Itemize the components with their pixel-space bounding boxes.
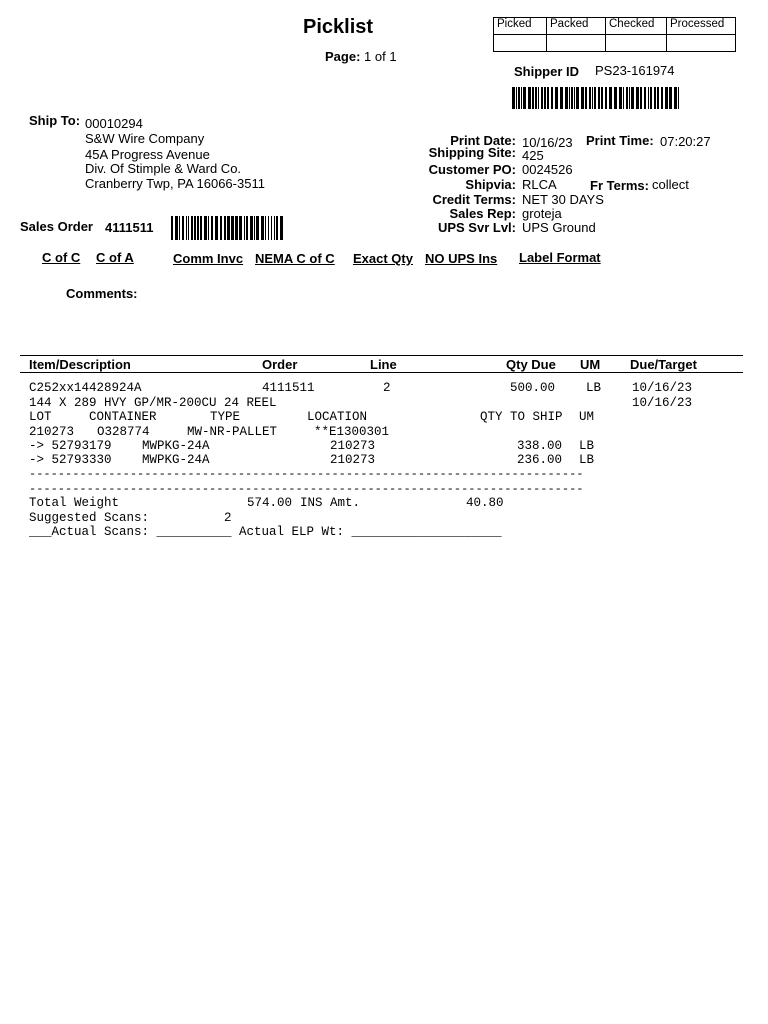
barcode-bar	[204, 216, 207, 240]
barcode-bar	[551, 87, 553, 109]
container-location: 210273	[330, 439, 376, 453]
shipper-barcode	[512, 87, 682, 109]
table-top-rule	[20, 355, 743, 356]
barcode-bar	[569, 87, 570, 109]
flag-c-of-a: C of A	[96, 250, 134, 265]
barcode-bar	[239, 216, 242, 240]
container-type: MWPKG-24A	[142, 439, 210, 453]
barcode-bar	[538, 87, 539, 109]
status-packed-box	[547, 35, 606, 52]
barcode-bar	[191, 216, 193, 240]
barcode-bar	[512, 87, 515, 109]
col-header-um: UM	[580, 357, 601, 372]
flag-no-ups-ins: NO UPS Ins	[425, 251, 498, 266]
print-time-label: Print Time:	[586, 133, 654, 148]
barcode-bar	[518, 87, 520, 109]
dash-separator: -----------------------------------------------------------------------------	[29, 467, 584, 481]
container-qty: 236.00	[517, 453, 563, 467]
col-header-line: Line	[370, 357, 397, 372]
sales-rep-value: groteja	[522, 206, 562, 221]
barcode-bar	[640, 87, 642, 109]
barcode-bar	[598, 87, 600, 109]
barcode-bar	[669, 87, 672, 109]
barcode-bar	[532, 87, 534, 109]
barcode-bar	[254, 216, 255, 240]
page-indicator	[325, 49, 397, 64]
ins-amt-value: 40.80	[466, 496, 504, 510]
lot-container: O328774	[97, 425, 150, 439]
barcode-bar	[636, 87, 639, 109]
ship-to-line: S&W Wire Company	[85, 131, 205, 146]
barcode-bar	[175, 216, 178, 240]
sales-order-barcode	[171, 216, 284, 240]
barcode-bar	[261, 216, 264, 240]
ups-svr-value: UPS Ground	[522, 220, 596, 235]
barcode-bar	[609, 87, 612, 109]
total-weight-label: Total Weight	[29, 496, 120, 510]
status-picked-label: Picked	[494, 18, 547, 35]
sales-order-label: Sales Order	[20, 219, 93, 234]
lot-col-lot: LOT	[29, 410, 52, 424]
lot-number: 210273	[29, 425, 75, 439]
barcode-bar	[657, 87, 659, 109]
item-code: C252xx14428924A	[29, 381, 142, 395]
item-line: 2	[383, 381, 391, 395]
credit-terms-label: Credit Terms:	[432, 192, 516, 207]
barcode-bar	[601, 87, 603, 109]
status-checked-label: Checked	[606, 18, 667, 35]
table-header-rule	[20, 372, 743, 373]
barcode-bar	[211, 216, 213, 240]
barcode-bar	[521, 87, 522, 109]
barcode-bar	[197, 216, 199, 240]
barcode-bar	[208, 216, 209, 240]
container-um: LB	[579, 453, 595, 467]
container-id: -> 52793330	[29, 453, 112, 467]
lot-col-qty-to-ship: QTY TO SHIP	[480, 410, 563, 424]
print-date-value: 10/16/23	[522, 135, 573, 150]
barcode-bar	[250, 216, 253, 240]
flag-c-of-c: C of C	[42, 250, 81, 265]
customer-po-label: Customer PO:	[428, 162, 516, 177]
status-checked-box	[606, 35, 667, 52]
barcode-bar	[271, 216, 272, 240]
barcode-bar	[631, 87, 634, 109]
ship-to-line: Cranberry Twp, PA 16066-3511	[85, 176, 265, 191]
barcode-bar	[246, 216, 248, 240]
status-grid	[493, 17, 736, 52]
lot-col-location: LOCATION	[307, 410, 368, 424]
status-processed-box	[667, 35, 736, 52]
item-qty-due: 500.00	[510, 381, 556, 395]
barcode-bar	[623, 87, 624, 109]
ups-svr-label: UPS Svr Lvl:	[437, 220, 516, 235]
barcode-bar	[256, 216, 259, 240]
barcode-bar	[585, 87, 587, 109]
ship-to-label: Ship To:	[29, 113, 81, 128]
barcode-bar	[265, 216, 266, 240]
lot-type: MW-NR-PALLET	[187, 425, 278, 439]
barcode-bar	[516, 87, 517, 109]
credit-terms-value: NET 30 DAYS	[522, 192, 604, 207]
barcode-bar	[541, 87, 543, 109]
container-type: MWPKG-24A	[142, 453, 210, 467]
flag-exact-qty: Exact Qty	[353, 251, 413, 266]
item-description: 144 X 289 HVY GP/MR-200CU 24 REEL	[29, 396, 277, 410]
container-location: 210273	[330, 453, 376, 467]
barcode-bar	[547, 87, 549, 109]
flag-nema-c-of-c: NEMA C of C	[255, 251, 335, 266]
page-label: Page:	[325, 49, 361, 64]
col-header-order: Order	[262, 357, 298, 372]
col-header-due-target: Due/Target	[630, 357, 697, 372]
barcode-bar	[280, 216, 283, 240]
customer-po-value: 0024526	[522, 162, 573, 177]
barcode-bar	[555, 87, 558, 109]
suggested-scans-value: 2	[224, 511, 232, 525]
barcode-bar	[592, 87, 593, 109]
ship-to-line: 45A Progress Avenue	[85, 147, 210, 162]
container-um: LB	[579, 439, 595, 453]
barcode-bar	[648, 87, 649, 109]
page-value: 1 of 1	[364, 49, 397, 64]
barcode-bar	[528, 87, 531, 109]
barcode-bar	[626, 87, 628, 109]
barcode-bar	[571, 87, 573, 109]
item-target-date: 10/16/23	[632, 396, 693, 410]
sales-order-value: 4111511	[105, 220, 154, 235]
page-title: Picklist	[303, 16, 374, 38]
container-qty: 338.00	[517, 439, 563, 453]
print-date-label: Print Date:	[450, 133, 516, 148]
shipping-site-value: 425	[522, 148, 544, 163]
barcode-bar	[665, 87, 668, 109]
barcode-bar	[244, 216, 245, 240]
barcode-bar	[589, 87, 591, 109]
barcode-bar	[581, 87, 584, 109]
item-um: LB	[586, 381, 602, 395]
barcode-bar	[576, 87, 579, 109]
ship-to-line: Div. Of Stimple & Ward Co.	[85, 161, 242, 176]
suggested-scans-label: Suggested Scans:	[29, 511, 150, 525]
fr-terms-value: collect	[652, 177, 689, 192]
shipper-id-value: PS23-161974	[595, 63, 675, 78]
barcode-bar	[674, 87, 677, 109]
barcode-bar	[560, 87, 563, 109]
shipper-id-label: Shipper ID	[514, 64, 580, 79]
flag-comm-invc: Comm Invc	[173, 251, 244, 266]
total-weight-value: 574.00	[247, 496, 293, 510]
barcode-bar	[661, 87, 663, 109]
actual-scans-line: ___Actual Scans: __________ Actual ELP Wt: ____________________	[29, 525, 502, 539]
barcode-bar	[565, 87, 568, 109]
barcode-bar	[194, 216, 196, 240]
barcode-bar	[200, 216, 202, 240]
barcode-bar	[594, 87, 596, 109]
ship-to-line: 00010294	[85, 116, 143, 131]
barcode-bar	[220, 216, 222, 240]
shipping-site-label: Shipping Site:	[428, 145, 516, 160]
status-processed-label: Processed	[667, 18, 736, 35]
barcode-bar	[227, 216, 230, 240]
barcode-bar	[179, 216, 180, 240]
barcode-bar	[574, 87, 575, 109]
barcode-bar	[231, 216, 234, 240]
status-packed-label: Packed	[547, 18, 606, 35]
comments-label: Comments:	[66, 286, 138, 301]
barcode-bar	[268, 216, 269, 240]
barcode-bar	[678, 87, 679, 109]
lot-col-um: UM	[579, 410, 595, 424]
barcode-bar	[215, 216, 218, 240]
col-header-qty-due: Qty Due	[506, 357, 556, 372]
barcode-bar	[619, 87, 622, 109]
lot-location: **E1300301	[314, 425, 390, 439]
ins-amt-label: INS Amt.	[300, 496, 361, 510]
print-time-value: 07:20:27	[660, 134, 711, 149]
barcode-bar	[523, 87, 526, 109]
barcode-bar	[171, 216, 173, 240]
lot-col-type: TYPE	[210, 410, 241, 424]
shipvia-value: RLCA	[522, 177, 557, 192]
sales-rep-label: Sales Rep:	[449, 206, 516, 221]
barcode-bar	[274, 216, 275, 240]
barcode-bar	[654, 87, 656, 109]
barcode-bar	[614, 87, 617, 109]
barcode-bar	[182, 216, 184, 240]
barcode-bar	[188, 216, 189, 240]
dash-separator: -----------------------------------------------------------------------------	[29, 482, 584, 496]
barcode-bar	[544, 87, 546, 109]
item-order: 4111511	[262, 381, 315, 395]
fr-terms-label: Fr Terms:	[590, 178, 649, 193]
shipvia-label: Shipvia:	[465, 177, 516, 192]
lot-col-container: CONTAINER	[89, 410, 157, 424]
barcode-bar	[235, 216, 238, 240]
status-picked-box	[494, 35, 547, 52]
col-header-item: Item/Description	[29, 357, 131, 372]
barcode-bar	[629, 87, 630, 109]
container-id: -> 52793179	[29, 439, 112, 453]
barcode-bar	[605, 87, 607, 109]
flag-label-format: Label Format	[519, 250, 601, 265]
barcode-bar	[535, 87, 537, 109]
barcode-bar	[224, 216, 226, 240]
barcode-bar	[644, 87, 646, 109]
barcode-bar	[186, 216, 187, 240]
barcode-bar	[276, 216, 278, 240]
item-due-date: 10/16/23	[632, 381, 693, 395]
barcode-bar	[650, 87, 652, 109]
